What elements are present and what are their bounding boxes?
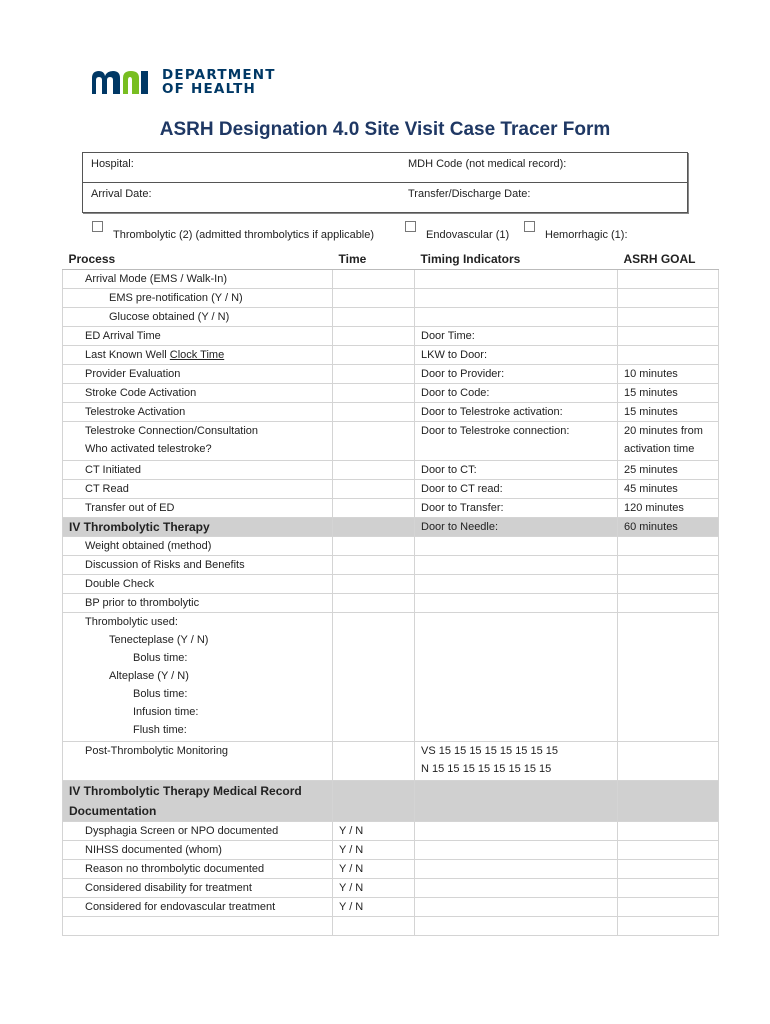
time-cell[interactable] xyxy=(333,422,415,461)
goal-cell: 15 minutes xyxy=(618,384,719,403)
doc-title-2: Documentation xyxy=(69,804,157,818)
section-documentation xyxy=(63,781,719,822)
time-cell[interactable] xyxy=(333,480,415,499)
goal-cell xyxy=(618,575,719,594)
lkw-clock-time: Clock Time xyxy=(169,349,225,361)
page-title: ASRH Designation 4.0 Site Visit Case Tracer Form xyxy=(159,119,611,140)
lkw-label: Last Known Well xyxy=(85,349,170,361)
hospital-field[interactable]: Hospital: xyxy=(91,158,134,170)
process-cell: Glucose obtained (Y / N) xyxy=(63,308,333,327)
goal-cell xyxy=(618,822,719,841)
process-cell: Weight obtained (method) xyxy=(63,537,333,556)
goal-cell: 15 minutes xyxy=(618,403,719,422)
timing-cell xyxy=(415,898,618,917)
mdh-code-field[interactable]: MDH Code (not medical record): xyxy=(408,158,567,170)
timing-cell: Door to Telestroke connection: xyxy=(415,422,618,461)
table-row xyxy=(63,594,719,613)
timing-cell: Door to Telestroke activation: xyxy=(415,403,618,422)
timing-cell xyxy=(415,841,618,860)
goal-cell: 120 minutes xyxy=(618,499,719,518)
process-cell: Transfer out of ED xyxy=(63,499,333,518)
timing-cell xyxy=(415,613,618,742)
who-activated-label: Who activated telestroke? xyxy=(85,443,212,455)
info-row-1 xyxy=(83,153,687,183)
time-cell[interactable] xyxy=(333,289,415,308)
process-cell: CT Initiated xyxy=(63,461,333,480)
timing-cell: Door to Code: xyxy=(415,384,618,403)
endovascular-checkbox[interactable] xyxy=(405,221,416,232)
thrombolytic-label: Thrombolytic (2) (admitted thrombolytics if applicable) xyxy=(113,229,375,241)
goal-cell xyxy=(618,898,719,917)
goal-line-2: activation time xyxy=(624,443,695,455)
table-header xyxy=(63,250,719,270)
table-row xyxy=(63,822,719,841)
process-cell xyxy=(63,422,333,461)
timing-cell xyxy=(415,270,618,289)
col-time: Time xyxy=(333,250,415,270)
process-cell: Dysphagia Screen or NPO documented xyxy=(63,822,333,841)
timing-cell: Door to Needle: xyxy=(415,518,618,537)
table-row xyxy=(63,898,719,917)
table-row xyxy=(63,365,719,384)
time-cell xyxy=(333,518,415,537)
yn-cell[interactable]: Y / N xyxy=(333,841,415,860)
process-cell: NIHSS documented (whom) xyxy=(63,841,333,860)
process-cell: Stroke Code Activation xyxy=(63,384,333,403)
table-row xyxy=(63,917,719,936)
goal-cell xyxy=(618,422,719,461)
table-row xyxy=(63,613,719,742)
timing-cell xyxy=(415,537,618,556)
n-line: N 15 15 15 15 15 15 15 15 xyxy=(421,763,552,775)
timing-cell xyxy=(415,860,618,879)
time-cell[interactable] xyxy=(333,613,415,742)
process-cell: Double Check xyxy=(63,575,333,594)
table-row xyxy=(63,461,719,480)
infusion-time-label: Infusion time: xyxy=(133,706,199,718)
table-row xyxy=(63,537,719,556)
timing-cell: LKW to Door: xyxy=(415,346,618,365)
time-cell[interactable] xyxy=(333,575,415,594)
table-row xyxy=(63,480,719,499)
table-row xyxy=(63,346,719,365)
goal-cell xyxy=(618,537,719,556)
goal-cell: 25 minutes xyxy=(618,461,719,480)
flush-time-label: Flush time: xyxy=(133,724,187,736)
table-row xyxy=(63,384,719,403)
goal-cell xyxy=(618,327,719,346)
info-box xyxy=(82,152,688,213)
section-title xyxy=(63,781,333,822)
time-cell[interactable] xyxy=(333,499,415,518)
alteplase-label: Alteplase (Y / N) xyxy=(109,670,189,682)
timing-cell xyxy=(415,781,618,822)
goal-cell xyxy=(618,781,719,822)
process-cell: Provider Evaluation xyxy=(63,365,333,384)
table-row xyxy=(63,308,719,327)
section-iv-thrombolytic xyxy=(63,518,719,537)
goal-cell xyxy=(618,270,719,289)
doc-title-1: IV Thrombolytic Therapy Medical Record xyxy=(69,784,302,798)
process-cell: Reason no thrombolytic documented xyxy=(63,860,333,879)
table-row xyxy=(63,327,719,346)
time-cell[interactable] xyxy=(333,742,415,781)
endovascular-label: Endovascular (1) xyxy=(426,229,510,241)
timing-cell xyxy=(415,742,618,781)
table-row xyxy=(63,879,719,898)
process-cell: Considered disability for treatment xyxy=(63,879,333,898)
table-row xyxy=(63,403,719,422)
process-cell: Telestroke Activation xyxy=(63,403,333,422)
process-cell: Arrival Mode (EMS / Walk-In) xyxy=(63,270,333,289)
table-row xyxy=(63,289,719,308)
col-goal: ASRH GOAL xyxy=(618,250,719,270)
timing-cell xyxy=(415,594,618,613)
time-cell[interactable] xyxy=(333,327,415,346)
time-cell[interactable] xyxy=(333,594,415,613)
process-cell: ED Arrival Time xyxy=(63,327,333,346)
goal-cell xyxy=(618,841,719,860)
arrival-date-field[interactable]: Arrival Date: xyxy=(91,188,152,200)
telestroke-conn-label: Telestroke Connection/Consultation xyxy=(85,425,259,437)
timing-cell xyxy=(415,308,618,327)
table-row xyxy=(63,556,719,575)
table-row xyxy=(63,860,719,879)
yn-cell[interactable]: Y / N xyxy=(333,860,415,879)
col-process: Process xyxy=(63,250,333,270)
goal-cell: 10 minutes xyxy=(618,365,719,384)
hemorrhagic-checkbox[interactable] xyxy=(524,221,535,232)
section-title: IV Thrombolytic Therapy xyxy=(63,518,333,537)
time-cell[interactable] xyxy=(333,403,415,422)
time-cell[interactable] xyxy=(333,308,415,327)
yn-cell[interactable]: Y / N xyxy=(333,898,415,917)
timing-cell xyxy=(415,822,618,841)
tracer-table xyxy=(62,250,719,936)
logo-line-2: OF HEALTH xyxy=(162,81,257,97)
process-cell xyxy=(63,613,333,742)
table-row xyxy=(63,841,719,860)
hemorrhagic-label: Hemorrhagic (1): xyxy=(545,229,628,241)
goal-line-1: 20 minutes from xyxy=(624,425,703,437)
table-row xyxy=(63,422,719,461)
time-cell[interactable] xyxy=(333,365,415,384)
goal-cell xyxy=(618,879,719,898)
tenecteplase-label: Tenecteplase (Y / N) xyxy=(109,634,209,646)
thrombolytic-used-label: Thrombolytic used: xyxy=(85,616,178,628)
table-row xyxy=(63,499,719,518)
timing-cell xyxy=(415,556,618,575)
process-cell: CT Read xyxy=(63,480,333,499)
goal-cell: 60 minutes xyxy=(618,518,719,537)
yn-cell[interactable]: Y / N xyxy=(333,822,415,841)
goal-cell xyxy=(618,860,719,879)
process-cell: BP prior to thrombolytic xyxy=(63,594,333,613)
goal-cell xyxy=(618,346,719,365)
bolus-time-label: Bolus time: xyxy=(133,652,188,664)
col-timing: Timing Indicators xyxy=(415,250,618,270)
time-cell xyxy=(333,781,415,822)
timing-cell: Door to Provider: xyxy=(415,365,618,384)
process-cell: Post-Thrombolytic Monitoring xyxy=(63,742,333,781)
goal-cell xyxy=(618,308,719,327)
mdh-logo xyxy=(90,68,276,96)
timing-cell xyxy=(415,575,618,594)
timing-cell: Door to CT: xyxy=(415,461,618,480)
bolus-time-2-label: Bolus time: xyxy=(133,688,188,700)
thrombolytic-checkbox[interactable] xyxy=(92,221,103,232)
table-row xyxy=(63,270,719,289)
timing-cell: Door to CT read: xyxy=(415,480,618,499)
transfer-date-field[interactable]: Transfer/Discharge Date: xyxy=(408,188,531,200)
goal-cell: 45 minutes xyxy=(618,480,719,499)
goal-cell xyxy=(618,742,719,781)
goal-cell xyxy=(618,917,719,936)
time-cell[interactable] xyxy=(333,461,415,480)
table-row xyxy=(63,575,719,594)
timing-cell xyxy=(415,879,618,898)
table-row xyxy=(63,742,719,781)
timing-cell xyxy=(415,289,618,308)
timing-cell: Door to Transfer: xyxy=(415,499,618,518)
goal-cell xyxy=(618,594,719,613)
process-cell xyxy=(63,917,333,936)
time-cell[interactable] xyxy=(333,917,415,936)
process-cell: EMS pre-notification (Y / N) xyxy=(63,289,333,308)
time-cell[interactable] xyxy=(333,537,415,556)
process-cell: Considered for endovascular treatment xyxy=(63,898,333,917)
process-cell: Discussion of Risks and Benefits xyxy=(63,556,333,575)
mn-logo-icon xyxy=(90,68,154,96)
goal-cell xyxy=(618,613,719,742)
process-cell xyxy=(63,346,333,365)
time-cell[interactable] xyxy=(333,270,415,289)
info-row-2 xyxy=(83,183,687,212)
vs-line: VS 15 15 15 15 15 15 15 15 xyxy=(421,745,559,757)
logo-line-1: DEPARTMENT xyxy=(162,67,276,83)
time-cell[interactable] xyxy=(333,346,415,365)
goal-cell xyxy=(618,556,719,575)
timing-cell: Door Time: xyxy=(415,327,618,346)
goal-cell xyxy=(618,289,719,308)
timing-cell xyxy=(415,917,618,936)
time-cell[interactable] xyxy=(333,384,415,403)
time-cell[interactable] xyxy=(333,556,415,575)
yn-cell[interactable]: Y / N xyxy=(333,879,415,898)
